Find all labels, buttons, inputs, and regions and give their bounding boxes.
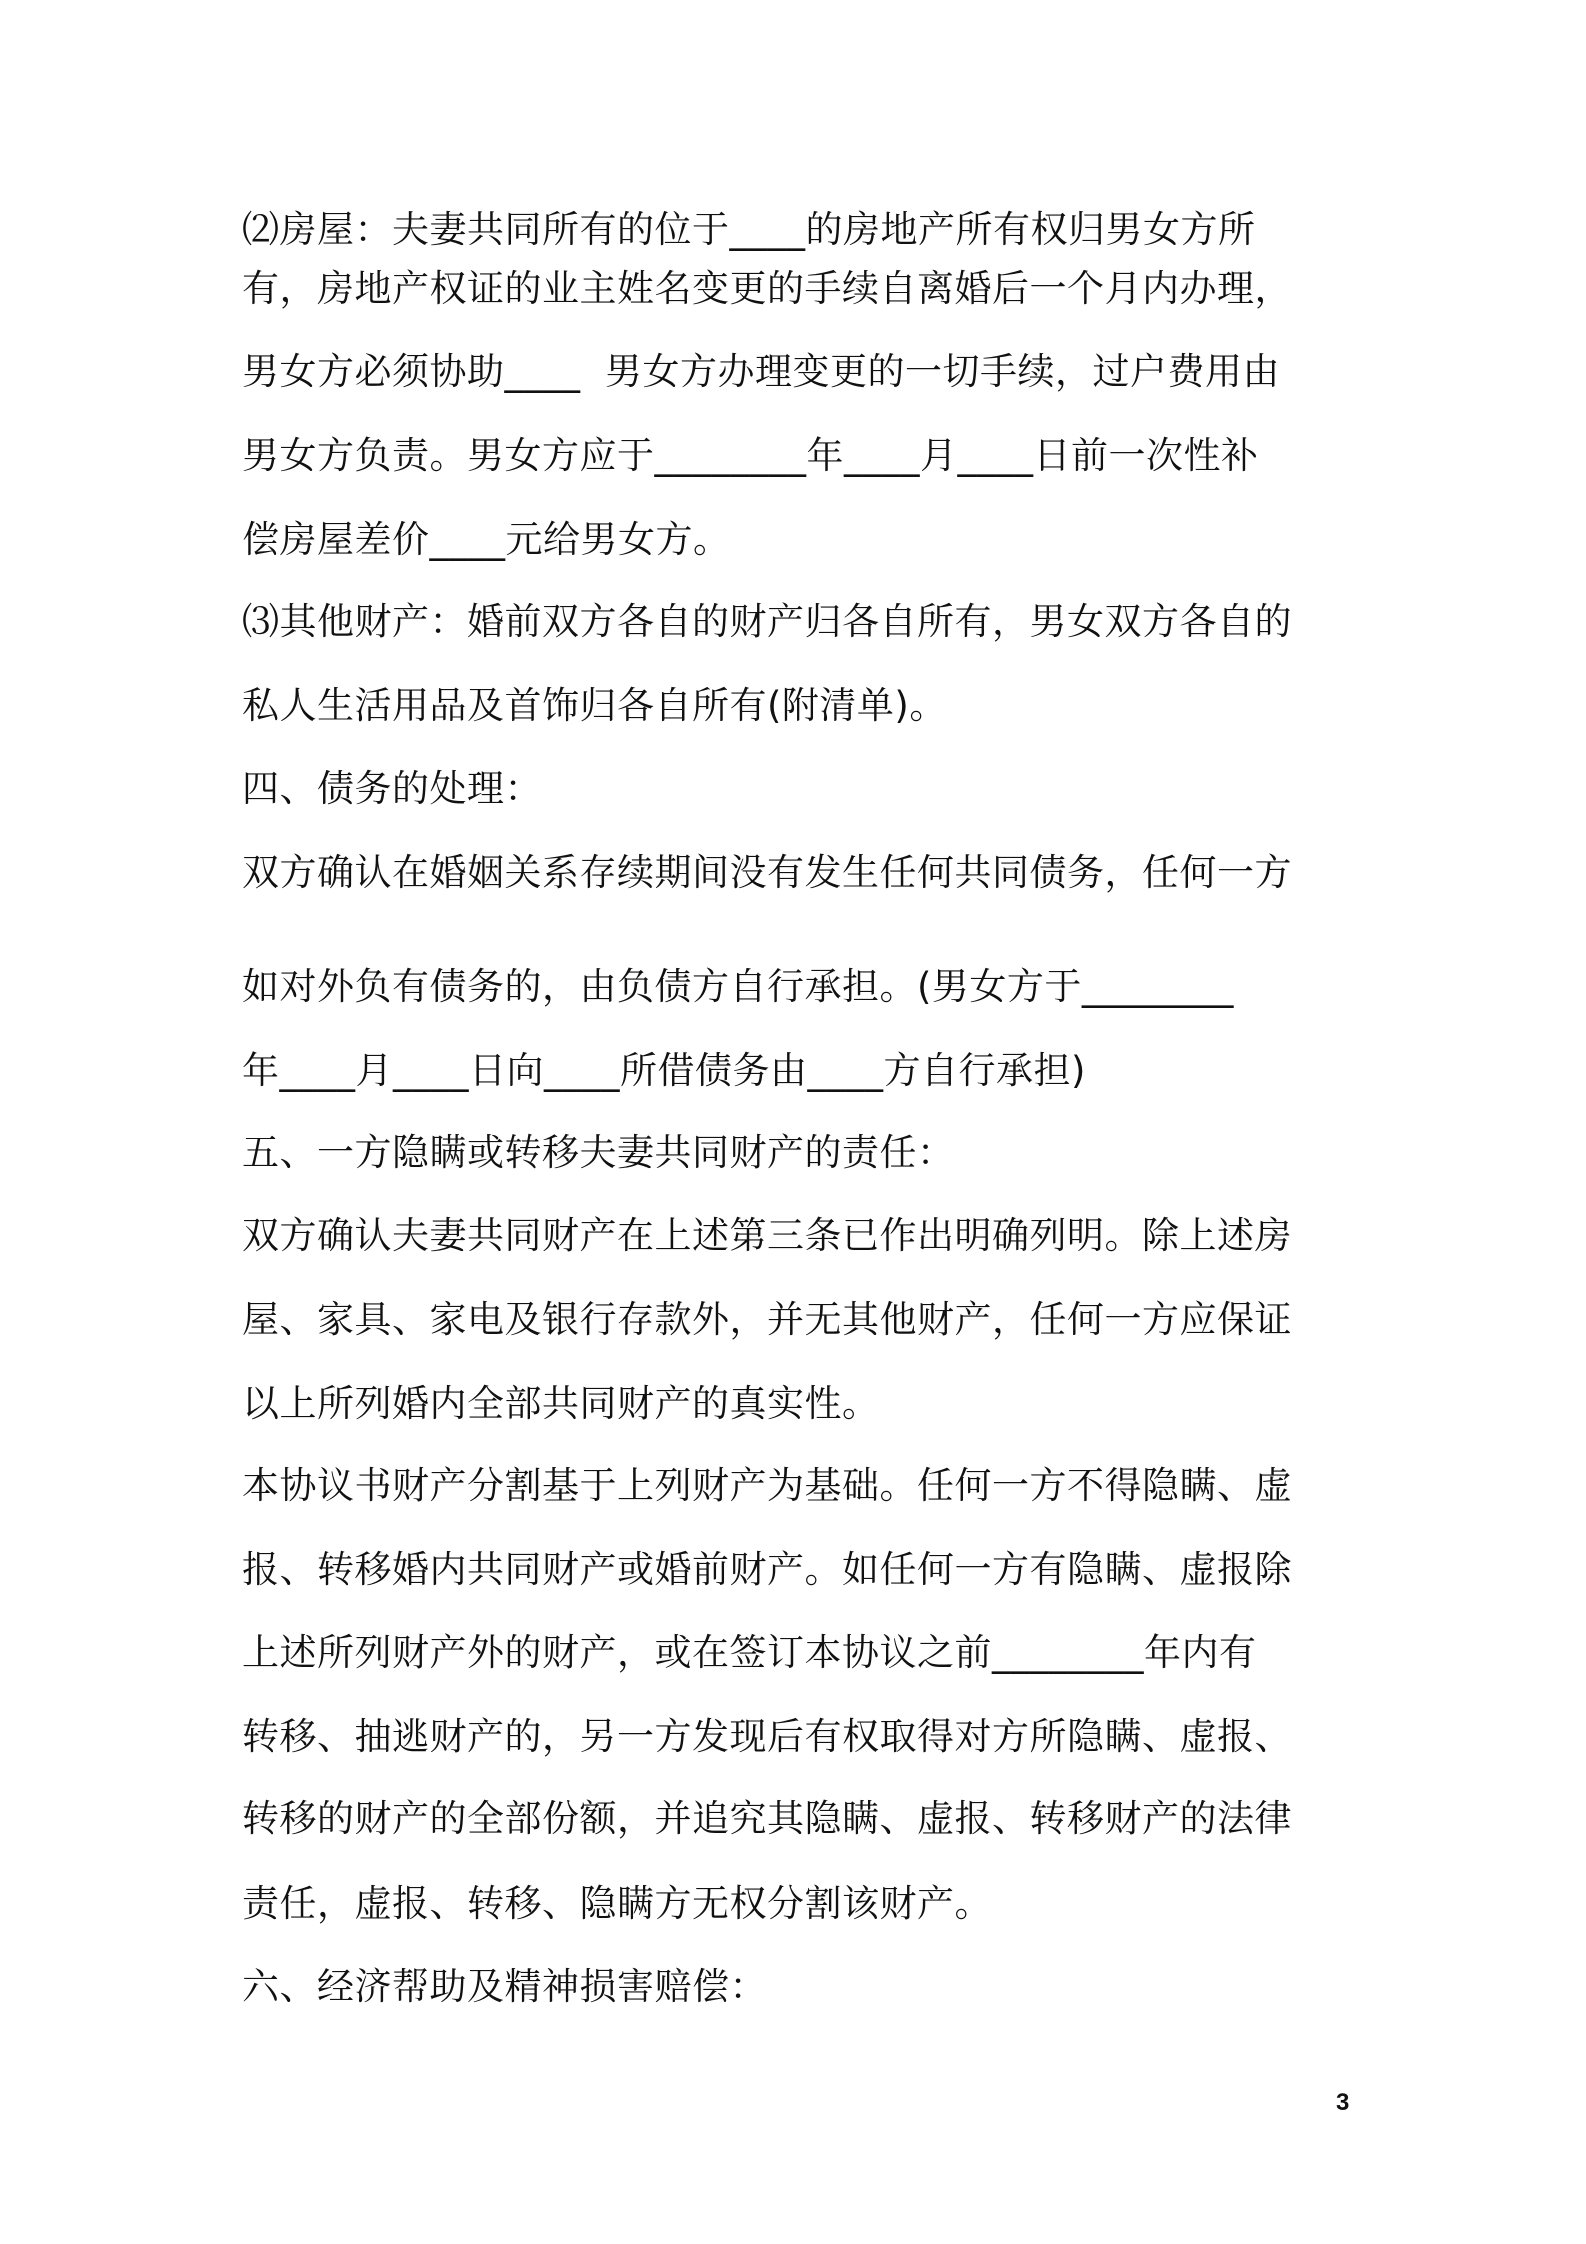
text-line: 年____月____日向____所借债务由____方自行承担) <box>242 1049 1086 1092</box>
text-line: 偿房屋差价____元给男女方。 <box>242 518 731 561</box>
text-line: 责任，虚报、转移、隐瞒方无权分割该财产。 <box>242 1882 992 1925</box>
text-line: 有，房地产权证的业主姓名变更的手续自离婚后一个月内办理， <box>242 267 1292 310</box>
text-line: 男女方负责。男女方应于________年____月____日前一次性补 <box>242 434 1259 477</box>
text-line: 以上所列婚内全部共同财产的真实性。 <box>242 1382 880 1425</box>
section-heading: 四、债务的处理： <box>242 767 542 810</box>
text-line: 私人生活用品及首饰归各自所有(附清单)。 <box>242 684 947 727</box>
section-heading: 六、经济帮助及精神损害赔偿： <box>242 1965 767 2008</box>
text-line: 双方确认在婚姻关系存续期间没有发生任何共同债务，任何一方 <box>242 851 1292 894</box>
text-line: 转移、抽逃财产的，另一方发现后有权取得对方所隐瞒、虚报、 <box>242 1715 1292 1758</box>
text-line: 如对外负有债务的，由负债方自行承担。(男女方于________ <box>242 965 1234 1008</box>
text-line: 男女方必须协助____ 男女方办理变更的一切手续，过户费用由 <box>242 350 1281 393</box>
text-line: 报、转移婚内共同财产或婚前财产。如任何一方有隐瞒、虚报除 <box>242 1548 1292 1591</box>
text-line: 转移的财产的全部份额，并追究其隐瞒、虚报、转移财产的法律 <box>242 1797 1292 1840</box>
text-line: 上述所列财产外的财产，或在签订本协议之前________年内有 <box>242 1631 1257 1674</box>
text-line: 本协议书财产分割基于上列财产为基础。任何一方不得隐瞒、虚 <box>242 1464 1292 1507</box>
text-line: 双方确认夫妻共同财产在上述第三条已作出明确列明。除上述房 <box>242 1214 1292 1257</box>
text-line: ⑵房屋：夫妻共同所有的位于____的房地产所有权归男女方所 <box>242 208 1256 251</box>
section-heading: 五、一方隐瞒或转移夫妻共同财产的责任： <box>242 1131 955 1174</box>
page-number: 3 <box>1336 2089 1350 2116</box>
text-line: 屋、家具、家电及银行存款外，并无其他财产，任何一方应保证 <box>242 1298 1292 1341</box>
text-line: ⑶其他财产：婚前双方各自的财产归各自所有，男女双方各自的 <box>242 600 1292 643</box>
